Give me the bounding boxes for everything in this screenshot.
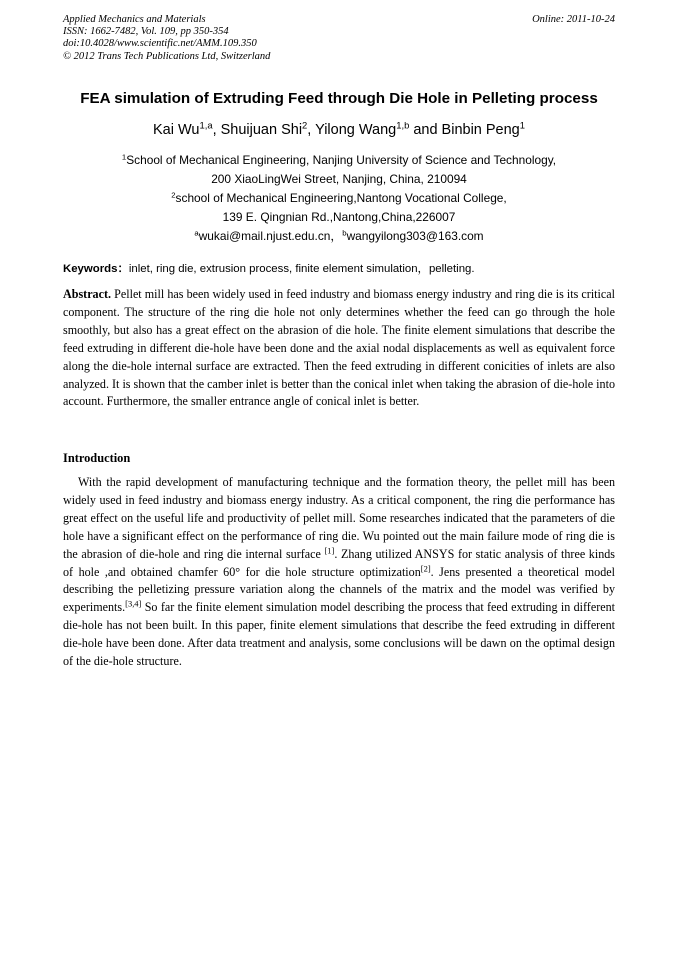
body-text: . Zhang utilized ANSYS for static analysis of three kinds of hole ,and obtained chamfer 60° for die hole structure optimization: [63, 546, 616, 579]
email-address: wukai@mail.njust.edu.cn，: [198, 229, 343, 243]
affiliation-1-line-2: 200 XiaoLingWei Street, Nanjing, China, 210094: [211, 172, 467, 186]
affiliations: [40, 151, 638, 246]
author-affiliation-mark: 2: [302, 119, 308, 131]
affiliation-2-line-1: [40, 189, 638, 208]
abstract-text: Pellet mill has been widely used in feed industry and biomass energy industry and ring die is its critical component. The structure of the ring die hole not only determines whether the feed can go through the hole smoothly, but also has a great effect on the abrasion of die hole. The finite element simulations that describe the feed extruding in different die-hole have been done and the axial nodal displacements as well as equivalent force along the die-hole internal surface are extracted. Then the feed extruding in different conicities of inlets are also analyzed. It is shown that the camber inlet is better than the conical inlet when taking the abrasion of die-hole into account. Furthermore, the smaller entrance angle of conical inlet is better.: [63, 287, 615, 409]
introduction-body: [63, 474, 615, 671]
doi-line: doi:10.4028/www.scientific.net/AMM.109.350: [63, 38, 257, 50]
keywords-text: inlet, ring die, extrusion process, finite element simulation，pelleting.: [128, 263, 475, 275]
journal-name: Applied Mechanics and Materials: [63, 14, 206, 25]
keywords-label: Keywords：: [63, 263, 129, 275]
copyright-line: © 2012 Trans Tech Publications Ltd, Switzerland: [63, 50, 271, 62]
author-affiliation-mark: 1: [519, 119, 525, 131]
paper-title: FEA simulation of Extruding Feed through Die Hole in Pelleting process: [80, 90, 598, 107]
email-mark: b: [342, 228, 347, 238]
affiliation-2-line-2: 139 E. Qingnian Rd.,Nantong,China,226007: [222, 210, 456, 224]
author-name: , Shuijuan Shi: [212, 122, 303, 138]
affiliation-text: School of Mechanical Engineering, Nanjing University of Science and Technology,: [126, 153, 557, 167]
abstract: [63, 286, 615, 411]
affiliation-1-line-1: [40, 151, 638, 170]
author-name: Kai Wu: [153, 122, 200, 138]
email-mark: a: [194, 228, 199, 238]
author-name: and Binbin Peng: [409, 122, 520, 138]
introduction-paragraph: [63, 474, 615, 671]
abstract-label: Abstract.: [63, 287, 112, 301]
author-list: [40, 120, 638, 140]
affiliation-text: school of Mechanical Engineering,Nantong Vocational College,: [175, 191, 507, 205]
citation: [2]: [420, 562, 431, 573]
online-date: Online: 2011-10-24: [532, 14, 615, 25]
author-affiliation-mark: 1,a: [199, 119, 213, 131]
affiliation-mark: 2: [171, 190, 176, 200]
section-heading: Introduction: [63, 451, 131, 465]
body-text: So far the finite element simulation model describing the process that feed extruding in different die-hole has not been built. In this paper, finite element simulations that describe the feed extruding in different die-hole have been done. After data treatment and analysis, some conclusions will be dawn on the optimal design of the die-hole structure.: [63, 600, 615, 669]
body-text: . Jens presented a theoretical model describing the pelletizing pressure variation along the channels of the matrix and the model was verified by experiments.: [63, 564, 615, 615]
author-name: , Yilong Wang: [307, 122, 397, 138]
email-line: [40, 227, 638, 246]
email-address: wangyilong303@163.com: [346, 229, 484, 243]
citation: [1]: [324, 544, 335, 555]
affiliation-mark: 1: [121, 152, 127, 162]
citation: [3,4]: [125, 598, 142, 609]
author-affiliation-mark: 1,b: [396, 119, 410, 131]
keywords: [63, 261, 615, 277]
journal-header: [63, 14, 615, 63]
body-text: With the rapid development of manufacturing technique and the formation theory, the pellet mill has been widely used in feed industry and biomass energy industry. As a critical component, the ring die performance has great effect on the useful life and productivity of pellet mill. Some researches indicated that the parameters of die hole have a significant effect on the performance of ring die. Wu pointed out the main failure mode of ring die is the abrasion of die-hole and ring die internal surface: [63, 475, 615, 561]
issn-line: ISSN: 1662-7482, Vol. 109, pp 350-354: [63, 26, 229, 38]
